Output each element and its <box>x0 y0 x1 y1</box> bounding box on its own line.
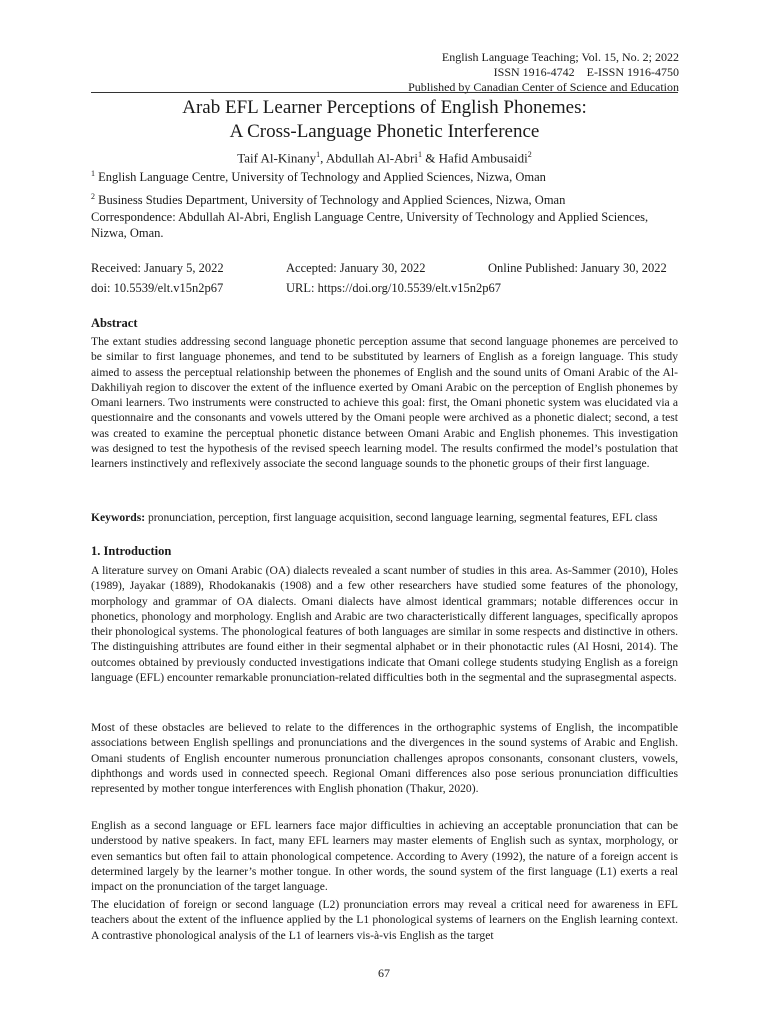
keywords-text: pronunciation, perception, first language acquisition, second language learning, segmental features, EFL class <box>145 511 658 524</box>
title-line-1: Arab EFL Learner Perceptions of English Phonemes: <box>182 97 587 118</box>
publisher-line: Published by Canadian Center of Science and Education <box>408 80 679 94</box>
affiliation-1-mark: 1 <box>91 169 95 178</box>
paper-title <box>91 96 678 144</box>
affiliation-1 <box>91 165 678 186</box>
affiliation-2-mark: 2 <box>91 192 95 201</box>
page-number: 67 <box>378 966 390 980</box>
keywords-label: Keywords: <box>91 511 146 524</box>
author-3: & Hafid Ambusaidi <box>421 150 528 166</box>
journal-header <box>408 50 679 95</box>
keywords <box>91 510 678 525</box>
intro-paragraph-4: The elucidation of foreign or second language (L2) pronunciation errors may reveal a critical need for awareness in EFL teachers about the extent of the influence applied by the L1 phonological systems of learners on the English learning context. A contrastive phonological analysis of the L1 of learners vis-à-vis English as the target <box>91 898 678 942</box>
author-1: Taif Al-Kinany <box>237 150 317 166</box>
correspondence: Correspondence: Abdullah Al-Abri, English Language Centre, University of Technology and Applied Sciences, Nizwa, Oman. <box>91 210 649 240</box>
intro-paragraph-2: Most of these obstacles are believed to relate to the differences in the orthographic systems of English, the incompatible associations between English spellings and pronunciations and the divergences in the sound systems of Arabic and English. Omani students of English encounter numerous pronunciation challenges apropos consonants, consonant clusters, vowels, diphthongs and words used in connected speech. Regional Omani differences also pose serious pronunciation difficulties represented by mother tongue interferences with English phonation (Thakur, 2020). <box>91 721 678 796</box>
title-line-2: A Cross-Language Phonetic Interference <box>229 121 540 142</box>
intro-paragraph-1: A literature survey on Omani Arabic (OA) dialects revealed a scant number of studies in this area. As-Sammer (2010), Holes (1989), Jayakar (1889), Rhodokanakis (1908) and a few other researchers have studied some features of the phonology, morphology and grammar of OA dialects. Omani dialects have almost identical grammars; notable differences occur in phonetics, phonology and morphology. English and Arabic are two characteristically different languages, specifically apropos their phonological systems. The phonological features of both languages are similar in some respects and distinctive in others. The distinguishing attributes are found either in their segmental alphabet or in their phonotactic rules (Al Hosni, 2014). The outcomes obtained by previously conducted investigations indicate that Omani college students studying English as a foreign language (EFL) encounter remarkable pronunciation-related difficulties both in the segmental and the suprasegmental aspects. <box>91 564 678 685</box>
issn-line: ISSN 1916-4742 E-ISSN 1916-4750 <box>493 65 679 79</box>
section-heading-introduction: 1. Introduction <box>91 544 172 558</box>
affiliation-2 <box>91 188 678 209</box>
doi-url[interactable]: URL: https://doi.org/10.5539/elt.v15n2p67 <box>286 281 502 295</box>
author-2-affil: 1 <box>417 150 422 159</box>
author-2: , Abdullah Al-Abri <box>320 150 418 166</box>
abstract-text: The extant studies addressing second language phonetic perception assume that second language phonemes are perceived to be similar to first language phonemes, and tend to be substituted by learners of English as a foreign language. This study aimed to assess the perceptual relationship between the phonemes of English and the sound units of Omani Arabic of the Al-Dakhiliyah region to discover the extent of the influence exerted by Omani Arabic on the perception of English phonemes by Omani learners. Two instruments were constructed to achieve this goal: first, the Omani phonetic system was elucidated via a questionnaire and the consonants and vowels uttered by the Omani people were archived as a phonetic dialect; second, a test was created to examine the perceptual phonetic distance between Omani Arabic and English phonemes. This investigation was designed to test the hypothesis of the revised speech learning model. The results confirmed the model’s postulation that learners instinctively and reflexively associate the second language sounds to the phonetic groups of their first language. <box>91 335 678 471</box>
published-date: Online Published: January 30, 2022 <box>488 261 667 275</box>
affiliation-2-text: Business Studies Department, University of Technology and Applied Sciences, Nizwa, Oman <box>98 193 566 208</box>
received-date: Received: January 5, 2022 <box>91 261 224 275</box>
author-1-affil: 1 <box>316 150 321 159</box>
doi: doi: 10.5539/elt.v15n2p67 <box>91 281 224 295</box>
abstract-heading: Abstract <box>91 316 138 330</box>
accepted-date: Accepted: January 30, 2022 <box>286 261 426 275</box>
intro-paragraph-3: English as a second language or EFL learners face major difficulties in achieving an acceptable pronunciation that can be understood by native speakers. In fact, many EFL learners may master elements of English such as syntax, morphology, or even semantics but often fail to attain phonological competence. According to Avery (1992), the nature of a foreign accent is determined largely by the learner’s mother tongue. In other words, the sound system of the first language (L1) exerts a real impact on the pronunciation of the target language. <box>91 819 678 894</box>
header-rule <box>91 92 678 93</box>
journal-citation: English Language Teaching; Vol. 15, No. 2; 2022 <box>441 50 679 64</box>
author-3-affil: 2 <box>527 150 532 159</box>
affiliation-1-text: English Language Centre, University of Technology and Applied Sciences, Nizwa, Oman <box>98 170 546 185</box>
